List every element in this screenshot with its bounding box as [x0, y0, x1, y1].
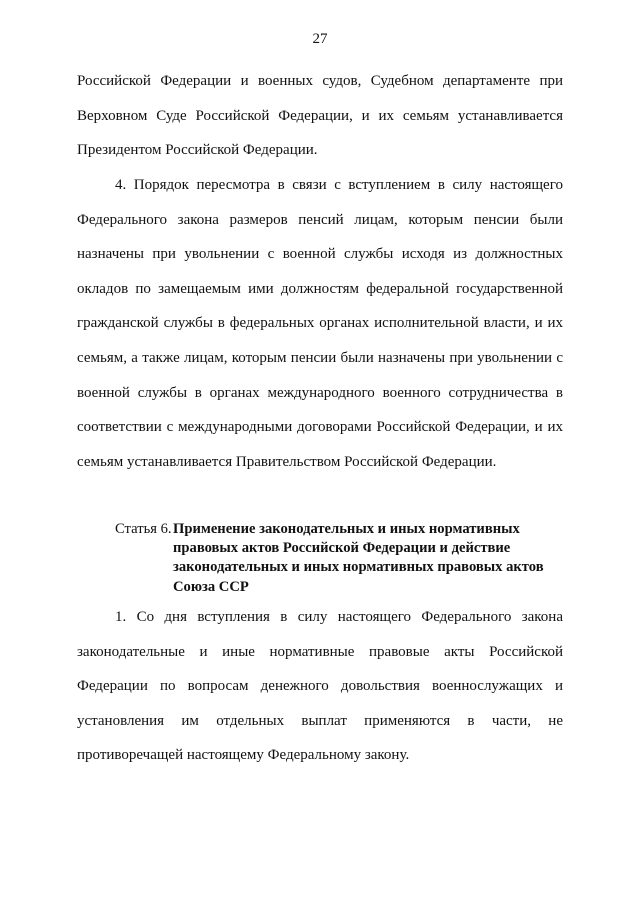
page-number: 27	[312, 31, 328, 47]
text-line: назначены при увольнении с военной службы исходя из должностных	[77, 246, 563, 263]
article-title-line: законодательных и иных нормативных правовых актов	[173, 559, 544, 576]
article-title	[173, 520, 563, 597]
text-line: военной службы в органах международного военного сотрудничества в	[77, 384, 563, 401]
paragraph-continuation	[77, 64, 563, 168]
text-line: 4. Порядок пересмотра в связи с вступлением в силу настоящего	[115, 177, 563, 193]
article-title-line: правовых актов Российской Федерации и действие	[173, 540, 511, 557]
text-line: семьям устанавливается Правительством Российской Федерации.	[77, 453, 497, 470]
text-line: 1. Со дня вступления в силу настоящего Федерального закона	[115, 609, 563, 625]
paragraph-item-1	[77, 600, 563, 773]
paragraph-item-4	[77, 168, 563, 479]
text-line: гражданской службы в федеральных органах исполнительной власти, и их	[77, 315, 563, 332]
text-line: Федерации по вопросам денежного довольствия военнослужащих и	[77, 678, 563, 695]
text-line: семьям, а также лицам, которым пенсии были назначены при увольнении с	[77, 349, 563, 366]
text-line: Верховном Суде Российской Федерации, и их семьям устанавливается	[77, 107, 563, 124]
text-line: законодательные и иные нормативные правовые акты Российской	[77, 643, 563, 660]
article-title-line: Союза ССР	[173, 578, 249, 595]
article-label: Статья 6.	[115, 521, 172, 537]
text-line: Федерального закона размеров пенсий лицам, которым пенсии были	[77, 211, 563, 228]
text-line: окладов по замещаемым ими должностям федеральной государственной	[77, 280, 563, 297]
text-line: Президентом Российской Федерации.	[77, 142, 318, 159]
text-line: Российской Федерации и военных судов, Судебном департаменте при	[77, 73, 563, 89]
article-title-line: Применение законодательных и иных нормативных	[173, 521, 520, 537]
text-line: установления им отдельных выплат применяются в части, не	[77, 712, 563, 729]
text-line: соответствии с международными договорами Российской Федерации, и их	[77, 419, 563, 436]
text-line: противоречащей настоящему Федеральному закону.	[77, 747, 410, 764]
